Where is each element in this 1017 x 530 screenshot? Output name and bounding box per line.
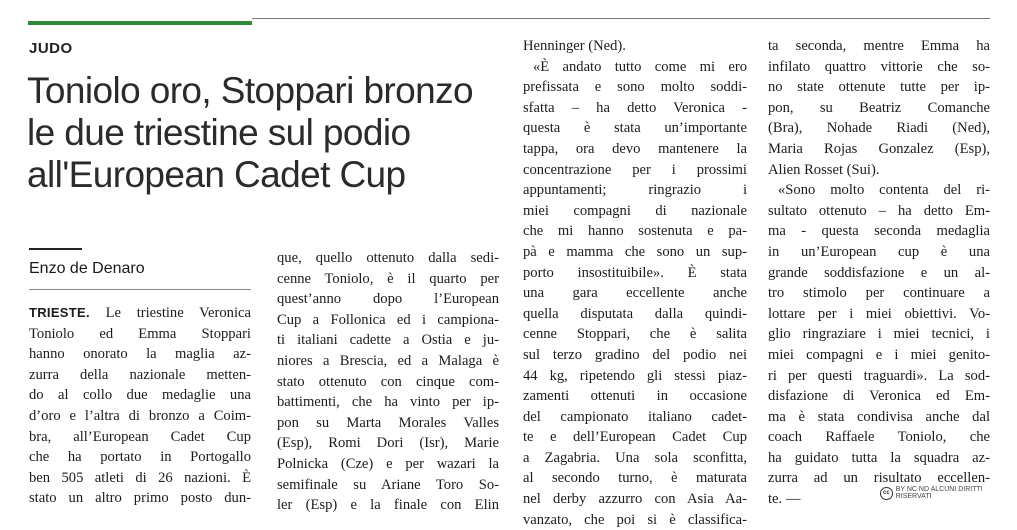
text-line: stato un altro primo posto dun- <box>29 490 251 507</box>
text-line: in un’European cup è una <box>768 243 990 260</box>
byline-rule <box>29 248 82 250</box>
text-line: «È andato tutto come mi ero <box>533 58 747 75</box>
text-line: una gara eccellente anche <box>523 285 747 302</box>
text-line: ri per questi traguardi». La sod- <box>768 367 990 384</box>
text-line: sultato ottenuto – ha detto Em- <box>768 202 990 219</box>
text-line: «Sono molto contenta del ri- <box>778 182 990 199</box>
text-line: appuntamenti; ringrazio i <box>523 182 747 199</box>
text-line: te e dell’European Cadet Cup <box>523 429 747 446</box>
text-line: ben 505 atleti di 26 nazioni. È <box>29 469 251 486</box>
text-line: sul terzo gradino del podio nei <box>523 346 747 363</box>
text-line: a Zagabria. Una sola sconfitta, <box>523 449 747 466</box>
headline-line: all'European Cadet Cup <box>27 154 406 195</box>
text-line: no state ottenute tutte per ip- <box>768 79 990 96</box>
text-line: infilato quattro vittorie che so- <box>768 58 990 75</box>
text-column-2 <box>277 248 499 516</box>
byline-divider <box>29 289 251 290</box>
text-line: ler (Esp) e la finale con Elin <box>277 497 499 514</box>
text-line: ma - questa seconda medaglia <box>768 223 990 240</box>
text-line: quest’anno dopo l’European <box>277 291 499 308</box>
section-accent-rule <box>28 21 252 25</box>
text-line: ta seconda, mentre Emma ha <box>768 38 990 54</box>
text-line: che ha portato in Portogallo <box>29 449 251 466</box>
text-line: pon, su Beatriz Comanche <box>768 99 990 116</box>
text-line: d’oro e l’altra di bronzo a Coim- <box>29 407 251 424</box>
headline-line: le due triestine sul podio <box>27 112 411 153</box>
text-line: Toniolo ed Emma Stoppari <box>29 325 251 342</box>
text-line: (Esp), Romi Dori (Isr), Marie <box>277 435 499 452</box>
text-line: questa è stata un’importante <box>523 120 747 137</box>
text-line: Henninger (Ned). <box>523 38 626 54</box>
text-line: battimenti, che ha vinto per ip- <box>277 394 499 411</box>
text-line: TRIESTE. Le triestine Veronica <box>29 305 251 321</box>
text-line: ha guidato tutta la squadra az- <box>768 449 990 466</box>
text-line: porto insostituibile». È stata <box>523 264 747 281</box>
text-line: lottare per i miei obiettivi. Vo- <box>768 305 990 322</box>
text-line: del campionato italiano cadet- <box>523 408 747 425</box>
text-column-4 <box>768 36 990 510</box>
top-divider <box>252 18 990 19</box>
text-line: zurra ad un risultato eccellen- <box>768 470 990 487</box>
text-line: sfatta – ha detto Veronica - <box>523 99 747 116</box>
text-line: prefissata e sono molto soddi- <box>523 79 747 96</box>
text-line: al secondo turno, è maturata <box>523 470 747 487</box>
text-line: bra, all’European Cadet Cup <box>29 428 251 445</box>
text-line: pon su Marta Morales Valles <box>277 414 499 431</box>
text-line: zurra della nazionale metten- <box>29 366 251 383</box>
section-kicker: JUDO <box>29 40 73 57</box>
text-line: concentrazione per i prossimi <box>523 161 747 178</box>
text-line: semifinale su Ariane Toro So- <box>277 476 499 493</box>
dateline: TRIESTE. <box>29 305 90 320</box>
text-line: cenne Stoppari, che è salita <box>523 326 747 343</box>
text-line: Polnicka (Cze) e per wazari la <box>277 455 499 472</box>
text-line: grande soddisfazione e un al- <box>768 264 990 281</box>
text-line: tro stimolo per continuare a <box>768 285 990 302</box>
text-line: Maria Rojas Gonzalez (Esp), <box>768 140 990 157</box>
text-line: do al collo due medaglie una <box>29 387 251 404</box>
text-line: hanno onorato la maglia az- <box>29 346 251 363</box>
text-line: coach Raffaele Toniolo, che <box>768 429 990 446</box>
text-line: ma è stata condivisa anche dal <box>768 408 990 425</box>
cc-icon: cc <box>880 487 893 500</box>
text-line: que, quello ottenuto dalla sedi- <box>277 250 499 266</box>
text-line: zamenti ottenuti in occasione <box>523 388 747 405</box>
text-line: (Bra), Nohade Riadi (Ned), <box>768 120 990 137</box>
text-line: quella disputata dalla quindi- <box>523 305 747 322</box>
text-line: tappa, ora devo mantenere la <box>523 140 747 157</box>
text-line: 44 kg, ripetendo gli stessi piaz- <box>523 367 747 384</box>
headline <box>27 70 507 196</box>
text-line: te. — <box>768 491 801 508</box>
headline-line: Toniolo oro, Stoppari bronzo <box>27 70 473 111</box>
text-line: disfazione di Veronica ed Em- <box>768 388 990 405</box>
text-line: vanzato, che poi si è classifica- <box>523 511 747 528</box>
text-line: miei compagni e i miei genito- <box>768 346 990 363</box>
text-line: Alien Rosset (Sui). <box>768 161 880 178</box>
text-line: miei compagni di nazionale <box>523 202 747 219</box>
license-text: BY NC ND ALCUNI DIRITTI RISERVATI <box>895 486 983 500</box>
text-column-1 <box>29 303 251 509</box>
text-line: niores a Brescia, ed a Malaga è <box>277 352 499 369</box>
text-line: Cup a Follonica ed i campiona- <box>277 311 499 328</box>
text-line: che mi hanno sostenuta e pa- <box>523 223 747 240</box>
text-line: pà e mamma che sono un sup- <box>523 243 747 260</box>
author-byline: Enzo de Denaro <box>29 260 145 277</box>
text-line: nel derby azzurro con Asia Aa- <box>523 491 747 508</box>
text-line: cenne Toniolo, è il quarto per <box>277 270 499 287</box>
text-line: glio ringraziare i miei tecnici, i <box>768 326 990 343</box>
text-column-3 <box>523 36 747 530</box>
license-notice <box>880 486 1017 500</box>
text-line: ti italiani cadette a Ostia e ju- <box>277 332 499 349</box>
text-line: stato ottenuto con cinque com- <box>277 373 499 390</box>
